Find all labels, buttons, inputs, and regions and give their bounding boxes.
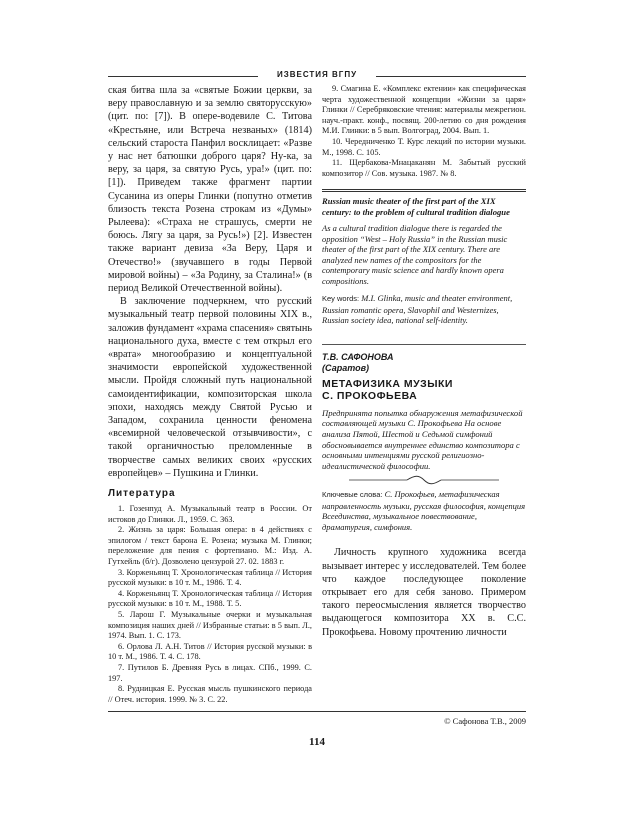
header-rule-right: [376, 76, 526, 77]
reference-item: 3. Корженьянц Т. Хронологическая таблица // История русской музыки: в 10 т. М., 1986. Т. 4.: [108, 567, 312, 588]
russian-keywords: [322, 489, 526, 532]
article-title-line-2: С. ПРОКОФЬЕВА: [322, 389, 418, 402]
keywords-value: M.I. Glinka, music and theater environment, Russian romantic opera, Slavophil and Westernizes, Russian society idea, national self-identity.: [322, 293, 513, 326]
page-number: 114: [309, 736, 325, 748]
english-keywords: [322, 293, 526, 326]
reference-item: 8. Рудницкая Е. Русская мысль пушкинского периода // Отеч. история. 1999. № 3. С. 22.: [108, 684, 312, 704]
body-paragraph-2: В заключение подчеркнем, что русский музыкальный театр первой половины XIX в., заложив фундамент «храма спасения» святынь национального духа, вместе с тем открыл его «врата» многообразию и концептуальной значимости европейской художественной мысли. Пройдя сложный путь национальной самоидентификации, композиторская школа эпохи, находясь между Святой Русью и Западом, сохранила ценности феномена «всемирной человеческой отзывчивости», с такой органичностью преломленные в творчестве самых великих своих «русских европейцев» – Пушкина и Глинки.: [108, 296, 312, 479]
reference-item: 4. Корженьянц Т. Хронологическая таблица // История русской музыки: в 10 т. М., 1988. Т. 5.: [108, 588, 312, 609]
literature-heading: Литература: [108, 488, 176, 500]
running-header: [108, 70, 526, 82]
reference-item: 10. Чередниченко Т. Курс лекций по истории музыки. М., 1998. С. 105.: [322, 136, 526, 157]
article-title-line-1: МЕТАФИЗИКА МУЗЫКИ: [322, 377, 453, 390]
english-abstract: As a cultural tradition dialogue there is regarded the opposition “West – Holy Russia” in the Russian music theater of the first part of the XIX century. There are analyzed new names of the compositors for the contemporary music science and hardly known opera compositions.: [322, 223, 508, 286]
body-paragraph-1: ская битва шла за «святые Божии церкви, за веру православную и за землю святорусскую» (цит. по: [7]). В опере-водевиле С. Титова «Крестьяне, или Встреча незваных» (1814) сельский староста Панфил восклицает: «Разве у нас нет батюшки доброго царя? Ну-ка, за веру, за царя, за святую Русь, ура!» (цит. по: [1]). Приведем также фрагмент партии Сусанина из оперы Глинки (попутно отметив близость текста Розена строкам из «Думы» Рылеева): «Страха не страшусь, смерти не боюсь. Лягу за царя, за Русь!») [2]. Известен также вариант девиза «За Веру, Царя и Отечество!» (звучавшего в годы Первой мировой войны) – «За Родину, за Сталина!» (в период Великой Отечественной войны).: [108, 85, 312, 295]
russian-abstract: Предпринята попытка обнаружения метафизической составляющей музыки С. Прокофьева На основе анализа Пятой, Шестой и Седьмой симфоний обосновывается внутреннее единство композитора с основными интенциями русской религиозно-идеалистической философии.: [322, 407, 523, 471]
reference-item: 5. Ларош Г. Музыкальные очерки и музыкальная композиция наших дней // Избранные статьи: в 5 вып. Л., 1974. Вып. 1. С. 173.: [108, 610, 312, 641]
article-body-paragraph: Личность крупного художника всегда вызывает интерес у исследователей. Тем более что каждое последующее поколение открывает его для себя заново. Примером такого переосмысления является творчество выдающегося композитора XX в. С.С. Прокофьева. Новому прочтению личности: [322, 547, 526, 638]
journal-name: ИЗВЕСТИЯ ВГПУ: [276, 70, 358, 79]
english-summary-rule: [322, 189, 526, 192]
keywords-label: Ключевые слова:: [322, 490, 383, 500]
english-title: Russian music theater of the first part of the XIX century: to the problem of cultural tradition dialogue: [322, 196, 510, 217]
author-city: (Саратов): [322, 362, 370, 373]
keywords-label: Key words:: [322, 294, 360, 304]
left-column: [108, 84, 312, 705]
reference-item: 11. Щербакова-Мнацаканян М. Забытый русский композитор // Сов. музыка. 1987. № 8.: [322, 158, 526, 178]
reference-item: 7. Путилов Б. Древняя Русь в лицах. СПб., 1999. С. 197.: [108, 663, 312, 683]
right-column: [322, 84, 526, 639]
reference-item: 2. Жизнь за царя: Большая опера: в 4 действиях с эпилогом / текст барона Е. Розена; музыка М. Глинки; переложение для пения с фортепиано. М.: Изд. А. Гутхейль (б/г). Дозволено цензурой 27. 02. 1883 г.: [108, 525, 312, 567]
reference-item: 1. Гозенпуд А. Музыкальный театр в России. От истоков до Глинки. Л., 1959. С. 363.: [108, 504, 312, 524]
author-name: Т.В. САФОНОВА: [322, 351, 394, 362]
reference-item: 6. Орлова Л. А.Н. Титов // История русской музыки: в 10 т. М., 1986. Т. 4. С. 178.: [108, 641, 312, 662]
copyright-notice: © Сафонова Т.В., 2009: [444, 716, 526, 726]
keywords-value: С. Прокофьев, метафизическая направленность музыки, русская философия, концепция Всеединства, музыкальное повествование, драматургия, симфония.: [322, 489, 526, 532]
reference-item: 9. Смагина Е. «Комплекс ектении» как специфическая черта художественной концепции «Жизни за царя» Глинки // Серебряковские чтения: материалы межрегион. науч.-практ. конф., посвящ. 200-летию со дня рождения М.И. Глинки: в 5 вып. Волгоград, 2004. Вып. 1.: [322, 84, 526, 136]
footer-rule: [108, 711, 526, 712]
ornament-divider-icon: [349, 475, 499, 485]
